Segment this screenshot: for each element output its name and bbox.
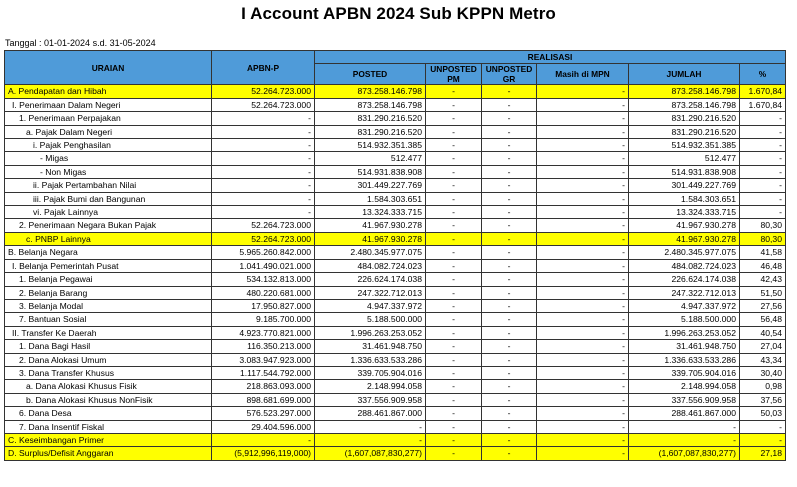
table-row	[5, 165, 786, 178]
cell-unposted-pm: -	[426, 165, 482, 178]
cell-unposted-gr: -	[482, 273, 537, 286]
cell-pct: 46,48	[740, 259, 786, 272]
cell-posted: 514.932.351.385	[315, 139, 426, 152]
cell-posted: (1,607,087,830,277)	[315, 447, 426, 460]
cell-unposted-pm: -	[426, 299, 482, 312]
cell-unposted-pm: -	[426, 246, 482, 259]
cell-unposted-pm: -	[426, 447, 482, 460]
table-row	[5, 433, 786, 446]
cell-unposted-gr: -	[482, 299, 537, 312]
table-row	[5, 179, 786, 192]
cell-unposted-pm: -	[426, 313, 482, 326]
cell-jumlah: 13.324.333.715	[629, 206, 740, 219]
date-range: Tanggal : 01-01-2024 s.d. 31-05-2024	[5, 38, 156, 48]
cell-pct: 80,30	[740, 219, 786, 232]
cell-unposted-pm: -	[426, 286, 482, 299]
table-row	[5, 353, 786, 366]
cell-unposted-gr: -	[482, 380, 537, 393]
cell-unposted-pm: -	[426, 393, 482, 406]
cell-masih-mpn: -	[537, 433, 629, 446]
cell-pct: 1.670,84	[740, 98, 786, 111]
cell-apbnp: -	[212, 179, 315, 192]
cell-jumlah: 1.336.633.533.286	[629, 353, 740, 366]
row-label: 1. Dana Bagi Hasil	[5, 340, 212, 353]
cell-masih-mpn: -	[537, 206, 629, 219]
cell-masih-mpn: -	[537, 420, 629, 433]
row-label: I. Belanja Pemerintah Pusat	[5, 259, 212, 272]
cell-pct: -	[740, 179, 786, 192]
cell-masih-mpn: -	[537, 326, 629, 339]
table-row	[5, 139, 786, 152]
cell-unposted-gr: -	[482, 165, 537, 178]
cell-jumlah: 1.584.303.651	[629, 192, 740, 205]
cell-apbnp: -	[212, 192, 315, 205]
cell-unposted-gr: -	[482, 179, 537, 192]
cell-apbnp: 5.965.260.842.000	[212, 246, 315, 259]
cell-masih-mpn: -	[537, 313, 629, 326]
header-unposted-gr: UNPOSTED GR	[482, 64, 537, 85]
row-label: 6. Dana Desa	[5, 407, 212, 420]
cell-apbnp: 1.117.544.792.000	[212, 366, 315, 379]
row-label: C. Keseimbangan Primer	[5, 433, 212, 446]
cell-unposted-pm: -	[426, 433, 482, 446]
table-row	[5, 420, 786, 433]
cell-apbnp: -	[212, 125, 315, 138]
cell-masih-mpn: -	[537, 407, 629, 420]
cell-unposted-gr: -	[482, 420, 537, 433]
row-label: i. Pajak Penghasilan	[5, 139, 212, 152]
cell-posted: 1.584.303.651	[315, 192, 426, 205]
cell-masih-mpn: -	[537, 98, 629, 111]
row-label: A. Pendapatan dan Hibah	[5, 85, 212, 98]
cell-posted: 512.477	[315, 152, 426, 165]
cell-unposted-gr: -	[482, 125, 537, 138]
cell-apbnp: 1.041.490.021.000	[212, 259, 315, 272]
cell-apbnp: -	[212, 433, 315, 446]
cell-masih-mpn: -	[537, 340, 629, 353]
cell-jumlah: 4.947.337.972	[629, 299, 740, 312]
cell-jumlah: 512.477	[629, 152, 740, 165]
cell-posted: 873.258.146.798	[315, 85, 426, 98]
cell-unposted-pm: -	[426, 326, 482, 339]
header-unposted-pm: UNPOSTED PM	[426, 64, 482, 85]
row-label: II. Transfer Ke Daerah	[5, 326, 212, 339]
cell-pct: -	[740, 433, 786, 446]
cell-pct: 42,43	[740, 273, 786, 286]
cell-unposted-pm: -	[426, 192, 482, 205]
cell-pct: 50,03	[740, 407, 786, 420]
cell-unposted-gr: -	[482, 139, 537, 152]
cell-apbnp: 17.950.827.000	[212, 299, 315, 312]
cell-jumlah: 226.624.174.038	[629, 273, 740, 286]
cell-masih-mpn: -	[537, 152, 629, 165]
cell-jumlah: 41.967.930.278	[629, 219, 740, 232]
cell-masih-mpn: -	[537, 447, 629, 460]
header-masih-mpn: Masih di MPN	[537, 64, 629, 85]
cell-posted: 1.336.633.533.286	[315, 353, 426, 366]
cell-masih-mpn: -	[537, 139, 629, 152]
cell-apbnp: 534.132.813.000	[212, 273, 315, 286]
table-row	[5, 326, 786, 339]
cell-unposted-pm: -	[426, 179, 482, 192]
cell-apbnp: 4.923.770.821.000	[212, 326, 315, 339]
cell-apbnp: -	[212, 165, 315, 178]
cell-unposted-gr: -	[482, 407, 537, 420]
cell-pct: 30,40	[740, 366, 786, 379]
cell-posted: 2.148.994.058	[315, 380, 426, 393]
header-apbnp: APBN-P	[212, 51, 315, 85]
cell-pct: 0,98	[740, 380, 786, 393]
cell-pct: 51,50	[740, 286, 786, 299]
row-label: 1. Penerimaan Perpajakan	[5, 112, 212, 125]
cell-jumlah: 873.258.146.798	[629, 98, 740, 111]
cell-posted: 831.290.216.520	[315, 125, 426, 138]
cell-jumlah: 831.290.216.520	[629, 112, 740, 125]
cell-posted: 831.290.216.520	[315, 112, 426, 125]
cell-pct: -	[740, 192, 786, 205]
cell-unposted-pm: -	[426, 273, 482, 286]
cell-posted: 873.258.146.798	[315, 98, 426, 111]
cell-unposted-pm: -	[426, 85, 482, 98]
row-label: I. Penerimaan Dalam Negeri	[5, 98, 212, 111]
cell-unposted-pm: -	[426, 366, 482, 379]
table-row	[5, 393, 786, 406]
cell-unposted-gr: -	[482, 340, 537, 353]
cell-unposted-gr: -	[482, 112, 537, 125]
cell-unposted-gr: -	[482, 192, 537, 205]
table-row	[5, 286, 786, 299]
table-row	[5, 407, 786, 420]
cell-masih-mpn: -	[537, 219, 629, 232]
cell-posted: 31.461.948.750	[315, 340, 426, 353]
cell-jumlah: (1,607,087,830,277)	[629, 447, 740, 460]
cell-posted: 288.461.867.000	[315, 407, 426, 420]
cell-posted: 337.556.909.958	[315, 393, 426, 406]
cell-pct: 56,48	[740, 313, 786, 326]
cell-posted: 484.082.724.023	[315, 259, 426, 272]
cell-unposted-gr: -	[482, 393, 537, 406]
cell-unposted-gr: -	[482, 353, 537, 366]
cell-unposted-pm: -	[426, 340, 482, 353]
cell-pct: -	[740, 125, 786, 138]
cell-apbnp: 3.083.947.923.000	[212, 353, 315, 366]
cell-jumlah: 41.967.930.278	[629, 232, 740, 245]
cell-unposted-pm: -	[426, 98, 482, 111]
row-label: 2. Dana Alokasi Umum	[5, 353, 212, 366]
cell-pct: 1.670,84	[740, 85, 786, 98]
cell-masih-mpn: -	[537, 165, 629, 178]
row-label: 3. Belanja Modal	[5, 299, 212, 312]
cell-unposted-gr: -	[482, 259, 537, 272]
cell-posted: 339.705.904.016	[315, 366, 426, 379]
cell-unposted-gr: -	[482, 286, 537, 299]
row-label: iii. Pajak Bumi dan Bangunan	[5, 192, 212, 205]
cell-apbnp: -	[212, 112, 315, 125]
header-pct: %	[740, 64, 786, 85]
cell-apbnp: 52.264.723.000	[212, 232, 315, 245]
cell-posted: 41.967.930.278	[315, 232, 426, 245]
table-row	[5, 340, 786, 353]
cell-posted: 514.931.838.908	[315, 165, 426, 178]
cell-jumlah: 2.480.345.977.075	[629, 246, 740, 259]
row-label: B. Belanja Negara	[5, 246, 212, 259]
cell-posted: 5.188.500.000	[315, 313, 426, 326]
cell-posted: 1.996.263.253.052	[315, 326, 426, 339]
cell-masih-mpn: -	[537, 286, 629, 299]
cell-unposted-pm: -	[426, 152, 482, 165]
cell-unposted-gr: -	[482, 246, 537, 259]
cell-masih-mpn: -	[537, 259, 629, 272]
row-label: D. Surplus/Defisit Anggaran	[5, 447, 212, 460]
header-uraian: URAIAN	[5, 51, 212, 85]
cell-masih-mpn: -	[537, 112, 629, 125]
cell-jumlah: 1.996.263.253.052	[629, 326, 740, 339]
row-label: a. Pajak Dalam Negeri	[5, 125, 212, 138]
row-label: vi. Pajak Lainnya	[5, 206, 212, 219]
cell-unposted-pm: -	[426, 407, 482, 420]
cell-jumlah: 484.082.724.023	[629, 259, 740, 272]
cell-masih-mpn: -	[537, 232, 629, 245]
row-label: - Migas	[5, 152, 212, 165]
cell-jumlah: -	[629, 420, 740, 433]
cell-posted: 4.947.337.972	[315, 299, 426, 312]
row-label: a. Dana Alokasi Khusus Fisik	[5, 380, 212, 393]
cell-unposted-gr: -	[482, 206, 537, 219]
cell-jumlah: 831.290.216.520	[629, 125, 740, 138]
cell-masih-mpn: -	[537, 393, 629, 406]
apbn-table	[4, 50, 786, 461]
cell-unposted-gr: -	[482, 98, 537, 111]
row-label: ii. Pajak Pertambahan Nilai	[5, 179, 212, 192]
cell-unposted-pm: -	[426, 353, 482, 366]
cell-masih-mpn: -	[537, 192, 629, 205]
cell-unposted-gr: -	[482, 447, 537, 460]
cell-masih-mpn: -	[537, 246, 629, 259]
cell-jumlah: 514.931.838.908	[629, 165, 740, 178]
cell-unposted-gr: -	[482, 433, 537, 446]
cell-apbnp: 218.863.093.000	[212, 380, 315, 393]
cell-jumlah: 873.258.146.798	[629, 85, 740, 98]
cell-pct: 37,56	[740, 393, 786, 406]
table-row	[5, 447, 786, 460]
cell-masih-mpn: -	[537, 179, 629, 192]
cell-jumlah: 301.449.227.769	[629, 179, 740, 192]
cell-pct: -	[740, 139, 786, 152]
cell-masih-mpn: -	[537, 125, 629, 138]
table-row	[5, 259, 786, 272]
row-label: 2. Belanja Barang	[5, 286, 212, 299]
table-row	[5, 366, 786, 379]
cell-jumlah: -	[629, 433, 740, 446]
cell-jumlah: 339.705.904.016	[629, 366, 740, 379]
table-row	[5, 313, 786, 326]
cell-unposted-pm: -	[426, 219, 482, 232]
cell-posted: 301.449.227.769	[315, 179, 426, 192]
cell-pct: -	[740, 420, 786, 433]
cell-posted: 41.967.930.278	[315, 219, 426, 232]
cell-apbnp: -	[212, 206, 315, 219]
cell-unposted-pm: -	[426, 259, 482, 272]
table-row	[5, 380, 786, 393]
cell-unposted-gr: -	[482, 313, 537, 326]
table-row	[5, 246, 786, 259]
cell-pct: 43,34	[740, 353, 786, 366]
cell-pct: -	[740, 112, 786, 125]
cell-apbnp: -	[212, 139, 315, 152]
cell-masih-mpn: -	[537, 85, 629, 98]
cell-masih-mpn: -	[537, 353, 629, 366]
cell-apbnp: 29.404.596.000	[212, 420, 315, 433]
cell-pct: -	[740, 152, 786, 165]
cell-unposted-gr: -	[482, 326, 537, 339]
table-row	[5, 232, 786, 245]
cell-pct: -	[740, 206, 786, 219]
cell-pct: 27,18	[740, 447, 786, 460]
cell-masih-mpn: -	[537, 299, 629, 312]
cell-apbnp: 898.681.699.000	[212, 393, 315, 406]
cell-unposted-pm: -	[426, 125, 482, 138]
cell-unposted-pm: -	[426, 380, 482, 393]
cell-pct: 27,04	[740, 340, 786, 353]
table-body	[5, 85, 786, 460]
cell-unposted-gr: -	[482, 366, 537, 379]
cell-unposted-pm: -	[426, 139, 482, 152]
cell-masih-mpn: -	[537, 380, 629, 393]
row-label: c. PNBP Lainnya	[5, 232, 212, 245]
table-row	[5, 192, 786, 205]
cell-apbnp: (5,912,996,119,000)	[212, 447, 315, 460]
cell-unposted-pm: -	[426, 112, 482, 125]
cell-posted: 13.324.333.715	[315, 206, 426, 219]
cell-unposted-gr: -	[482, 85, 537, 98]
cell-unposted-pm: -	[426, 206, 482, 219]
cell-unposted-gr: -	[482, 152, 537, 165]
page-title: I Account APBN 2024 Sub KPPN Metro	[241, 4, 556, 23]
cell-pct: 40,54	[740, 326, 786, 339]
cell-jumlah: 337.556.909.958	[629, 393, 740, 406]
row-label: 1. Belanja Pegawai	[5, 273, 212, 286]
cell-apbnp: -	[212, 152, 315, 165]
row-label: 3. Dana Transfer Khusus	[5, 366, 212, 379]
cell-apbnp: 9.185.700.000	[212, 313, 315, 326]
table-row	[5, 152, 786, 165]
cell-masih-mpn: -	[537, 273, 629, 286]
table-row	[5, 299, 786, 312]
cell-jumlah: 5.188.500.000	[629, 313, 740, 326]
cell-unposted-pm: -	[426, 420, 482, 433]
cell-pct: -	[740, 165, 786, 178]
table-row	[5, 112, 786, 125]
cell-jumlah: 31.461.948.750	[629, 340, 740, 353]
cell-masih-mpn: -	[537, 366, 629, 379]
cell-jumlah: 288.461.867.000	[629, 407, 740, 420]
row-label: 2. Penerimaan Negara Bukan Pajak	[5, 219, 212, 232]
cell-apbnp: 576.523.297.000	[212, 407, 315, 420]
cell-jumlah: 514.932.351.385	[629, 139, 740, 152]
table-row	[5, 219, 786, 232]
table-row	[5, 206, 786, 219]
cell-posted: 247.322.712.013	[315, 286, 426, 299]
header-posted: POSTED	[315, 64, 426, 85]
cell-unposted-gr: -	[482, 232, 537, 245]
table-row	[5, 273, 786, 286]
cell-pct: 27,56	[740, 299, 786, 312]
table-row	[5, 98, 786, 111]
header-jumlah: JUMLAH	[629, 64, 740, 85]
cell-unposted-pm: -	[426, 232, 482, 245]
cell-apbnp: 52.264.723.000	[212, 85, 315, 98]
cell-apbnp: 52.264.723.000	[212, 219, 315, 232]
header-realisasi: REALISASI	[315, 51, 786, 64]
cell-posted: -	[315, 420, 426, 433]
table-row	[5, 85, 786, 98]
cell-jumlah: 2.148.994.058	[629, 380, 740, 393]
cell-apbnp: 52.264.723.000	[212, 98, 315, 111]
row-label: b. Dana Alokasi Khusus NonFisik	[5, 393, 212, 406]
cell-pct: 41,58	[740, 246, 786, 259]
cell-apbnp: 480.220.681.000	[212, 286, 315, 299]
cell-posted: 2.480.345.977.075	[315, 246, 426, 259]
cell-apbnp: 116.350.213.000	[212, 340, 315, 353]
cell-unposted-gr: -	[482, 219, 537, 232]
cell-pct: 80,30	[740, 232, 786, 245]
table-row	[5, 125, 786, 138]
row-label: 7. Dana Insentif Fiskal	[5, 420, 212, 433]
cell-posted: -	[315, 433, 426, 446]
row-label: - Non Migas	[5, 165, 212, 178]
cell-jumlah: 247.322.712.013	[629, 286, 740, 299]
cell-posted: 226.624.174.038	[315, 273, 426, 286]
row-label: 7. Bantuan Sosial	[5, 313, 212, 326]
